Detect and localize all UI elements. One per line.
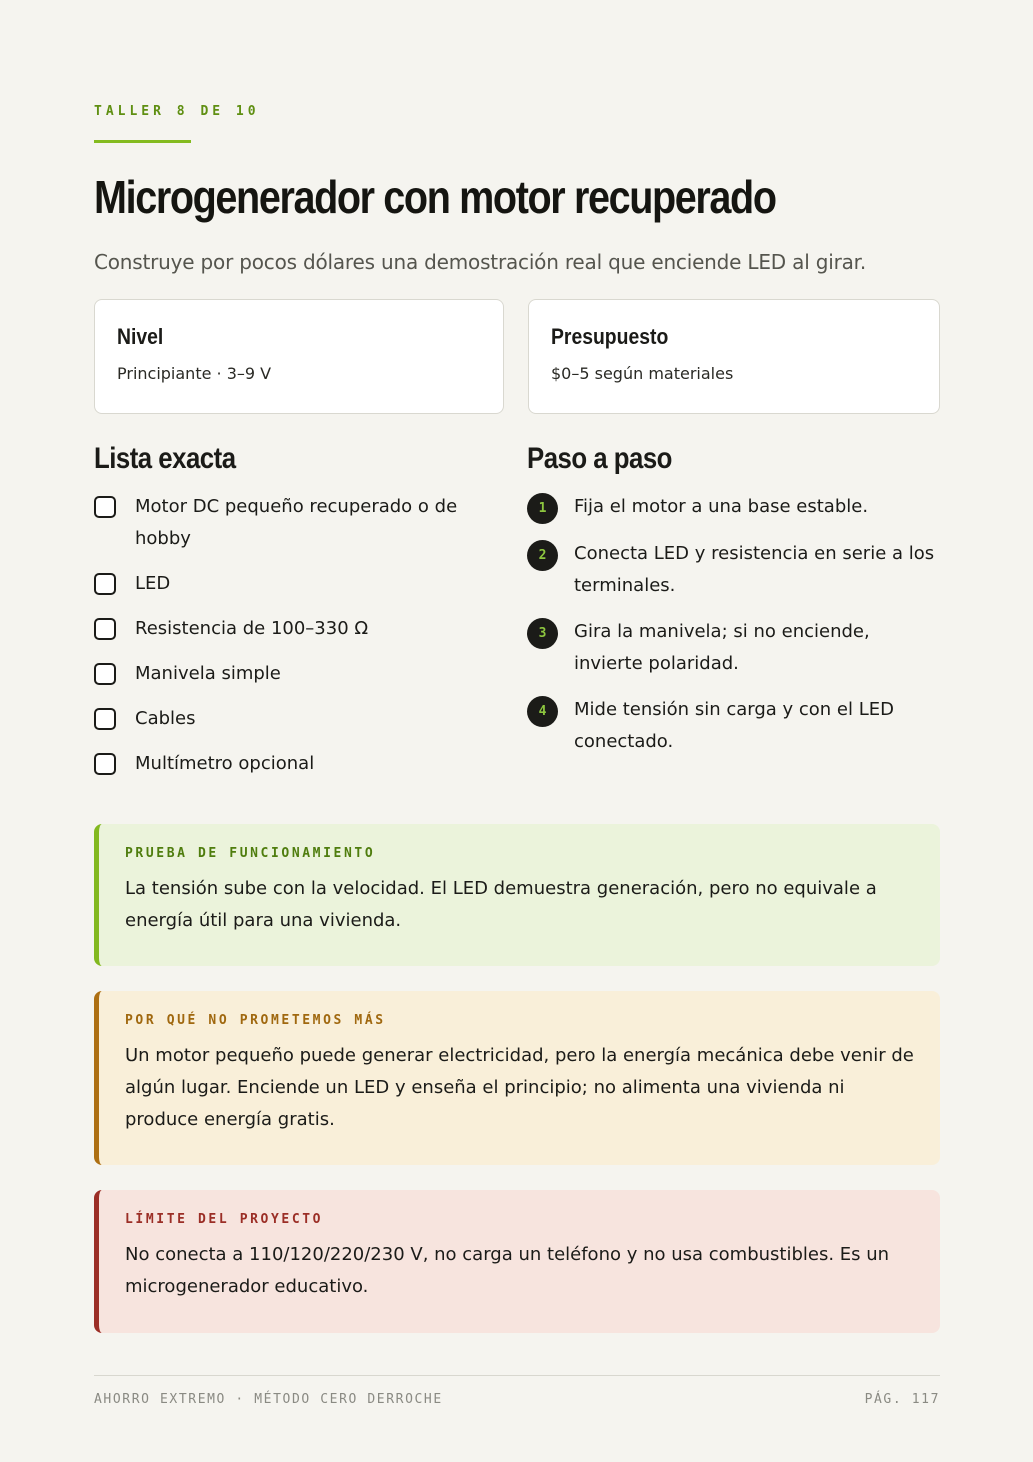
checklist-item-label: Cables [135,708,196,729]
checklist-item [94,704,494,735]
limit-callout-body: No conecta a 110/120/220/230 V, no carga un teléfono y no usa combustibles. Es un microgenerador educativo. [125,1244,890,1297]
checklist-item [94,492,494,555]
step-number-badge: 1 [527,493,558,524]
limit-callout [94,1190,940,1333]
step-text: Fija el motor a una base estable. [574,496,869,517]
why-callout-body: Un motor pequeño puede generar electricidad, pero la energía mecánica debe venir de algún lugar. Enciende un LED y enseña el principio; no alimenta una vivienda ni produce energía gratis. [125,1045,914,1130]
checkbox[interactable] [94,753,116,775]
level-label: Nivel [117,324,164,349]
budget-card [528,299,940,414]
budget-value: $0–5 según materiales [551,364,734,383]
checkbox[interactable] [94,708,116,730]
step-item [527,492,942,524]
limit-callout-label: LÍMITE DEL PROYECTO [125,1212,324,1227]
checklist-item-label: Manivela simple [135,663,281,684]
checkbox[interactable] [94,496,116,518]
test-callout-body: La tensión sube con la velocidad. El LED demuestra generación, pero no equivale a energía útil para una vivienda. [125,878,877,931]
checklist-item [94,749,494,780]
page-subtitle: Construye por pocos dólares una demostración real que enciende LED al girar. [94,250,866,274]
step-item [527,695,942,758]
level-card [94,299,504,414]
step-text: Gira la manivela; si no enciende, invierte polaridad. [574,621,870,674]
why-callout [94,991,940,1165]
budget-label: Presupuesto [551,324,669,349]
checkbox[interactable] [94,663,116,685]
checkbox[interactable] [94,618,116,640]
why-callout-label: POR QUÉ NO PROMETEMOS MÁS [125,1013,386,1028]
checklist-item-label: LED [135,573,171,594]
test-callout [94,824,940,966]
materials-checklist [94,492,494,794]
checklist-item [94,614,494,645]
step-number-badge: 4 [527,696,558,727]
footer-page-number: PÁG. 117 [864,1392,940,1407]
eyebrow-underline [94,140,191,143]
checklist-item [94,569,494,600]
checklist-item-label: Motor DC pequeño recuperado o de hobby [135,496,458,549]
footer-book-title: AHORRO EXTREMO · MÉTODO CERO DERROCHE [94,1392,443,1407]
checklist-item [94,659,494,690]
step-text: Mide tensión sin carga y con el LED conectado. [574,699,894,752]
level-value: Principiante · 3–9 V [117,364,272,383]
step-number-badge: 3 [527,618,558,649]
steps-list [527,492,942,773]
checklist-item-label: Resistencia de 100–330 Ω [135,618,369,639]
steps-heading: Paso a paso [527,442,672,475]
step-number-badge: 2 [527,540,558,571]
materials-heading: Lista exacta [94,442,236,475]
step-item [527,617,942,680]
workshop-eyebrow: TALLER 8 DE 10 [94,104,260,119]
page-title: Microgenerador con motor recuperado [94,171,776,223]
step-item [527,539,942,602]
step-text: Conecta LED y resistencia en serie a los terminales. [574,543,935,596]
footer-divider [94,1375,940,1376]
checkbox[interactable] [94,573,116,595]
checklist-item-label: Multímetro opcional [135,753,315,774]
test-callout-label: PRUEBA DE FUNCIONAMIENTO [125,846,376,861]
